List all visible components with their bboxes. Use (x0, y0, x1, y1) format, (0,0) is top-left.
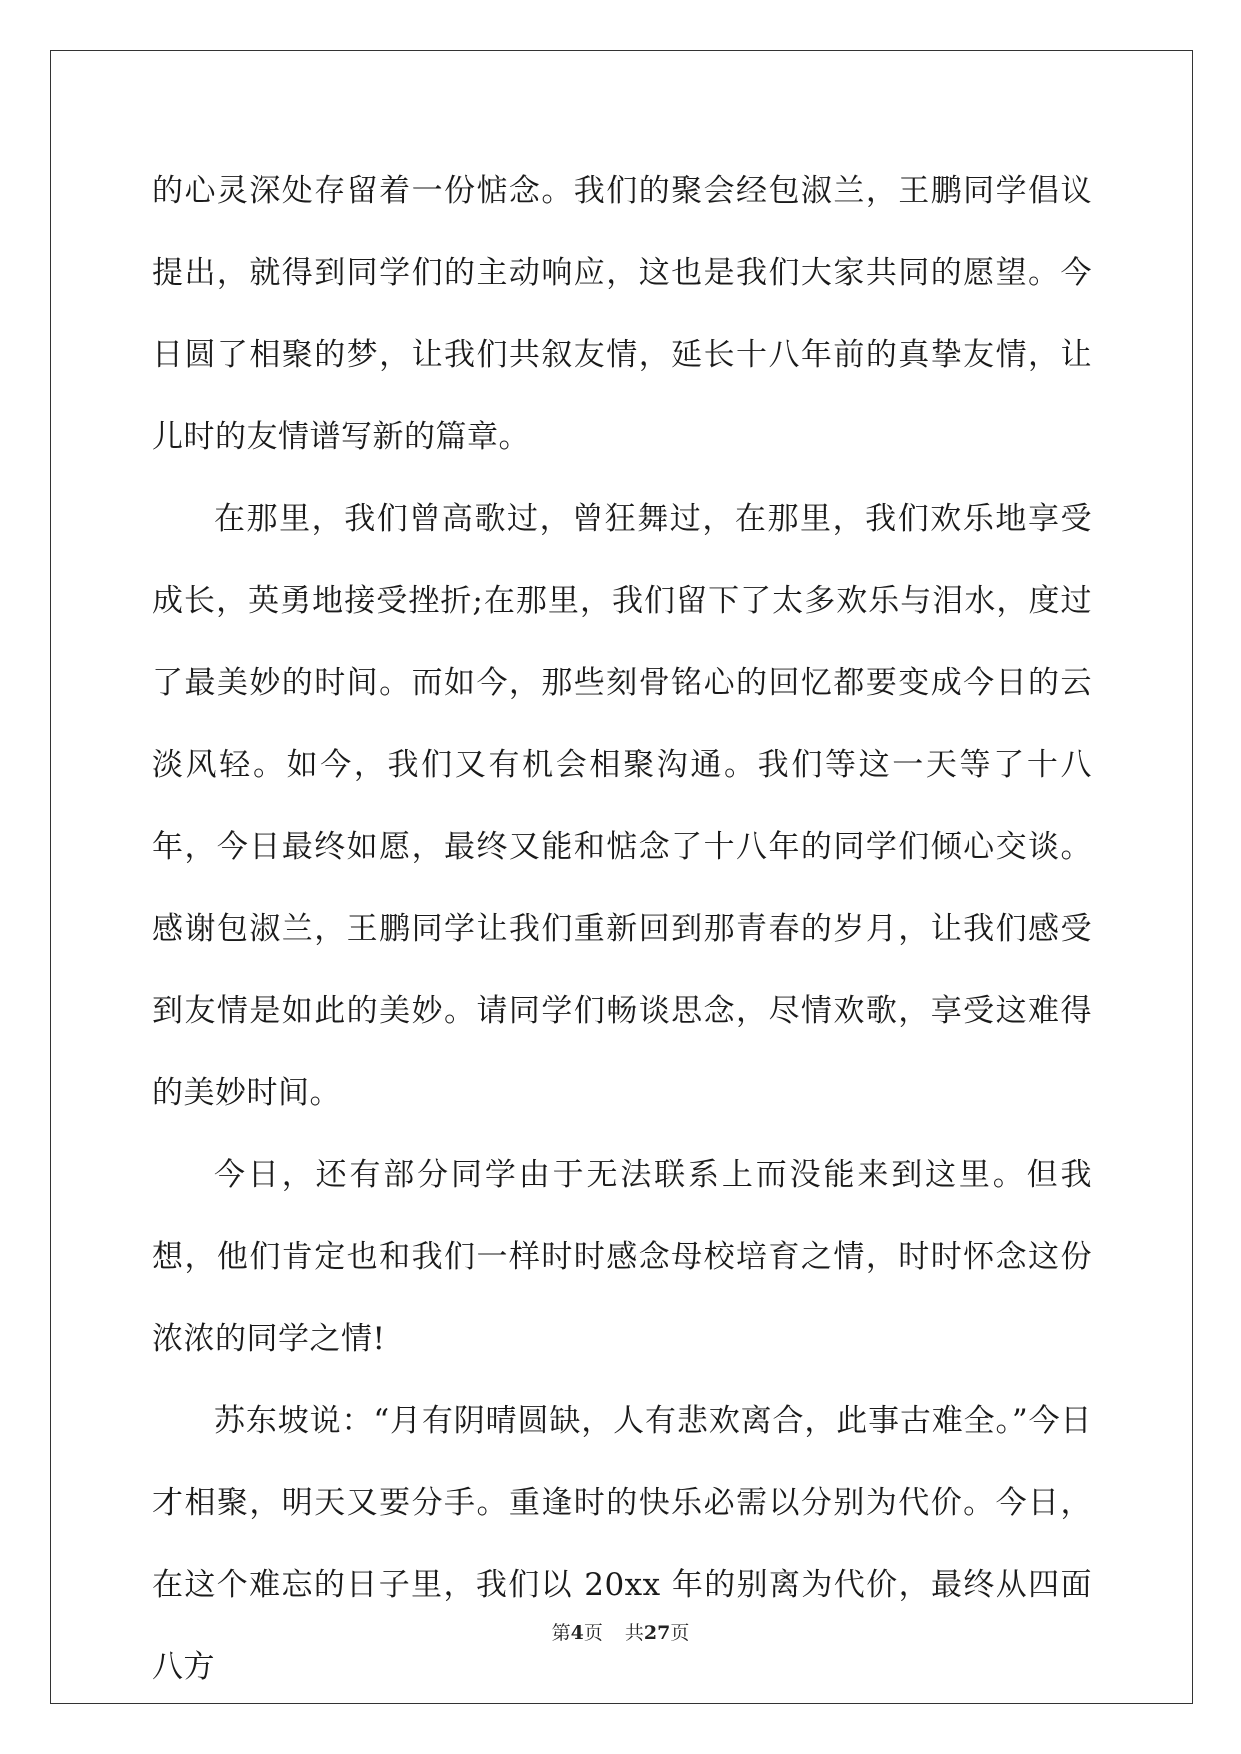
paragraph: 在那里，我们曾高歌过，曾狂舞过，在那里，我们欢乐地享受成长，英勇地接受挫折;在那里，我们留下了太多欢乐与泪水，度过了最美妙的时间。而如今，那些刻骨铭心的回忆都要变成今日的云淡风轻。如今，我们又有机会相聚沟通。我们等这一天等了十八年，今日最终如愿，最终又能和惦念了十八年的同学们倾心交谈。感谢包淑兰，王鹏同学让我们重新回到那青春的岁月，让我们感受到友情是如此的美妙。请同学们畅谈思念，尽情欢歌，享受这难得的美妙时间。 (152, 501, 1092, 1111)
paragraph: 今日，还有部分同学由于无法联系上而没能来到这里。但我想，他们肯定也和我们一样时时感念母校培育之情，时时怀念这份浓浓的同学之情! (152, 1157, 1092, 1357)
page-number: 4 (570, 1622, 584, 1644)
paragraph-continuation: 的心灵深处存留着一份惦念。我们的聚会经包淑兰，王鹏同学倡议提出，就得到同学们的主动响应，这也是我们大家共同的愿望。今日圆了相聚的梦，让我们共叙友情，延长十八年前的真挚友情，让儿时的友情谱写新的篇章。 (152, 173, 1092, 455)
page-footer (0, 1618, 1241, 1645)
page-prefix: 第 (551, 1622, 571, 1644)
page-suffix: 页 (583, 1622, 603, 1644)
total-suffix: 页 (670, 1622, 690, 1644)
paragraph: 苏东坡说：“月有阴晴圆缺，人有悲欢离合，此事古难全。”今日才相聚，明天又要分手。重逢时的快乐必需以分别为代价。今日，在这个难忘的日子里，我们以 20xx 年的别离为代价，最终从四面八方 (152, 1403, 1092, 1685)
document-body (152, 150, 1092, 1708)
total-prefix: 共 (624, 1622, 644, 1644)
total-pages: 27 (643, 1622, 671, 1644)
